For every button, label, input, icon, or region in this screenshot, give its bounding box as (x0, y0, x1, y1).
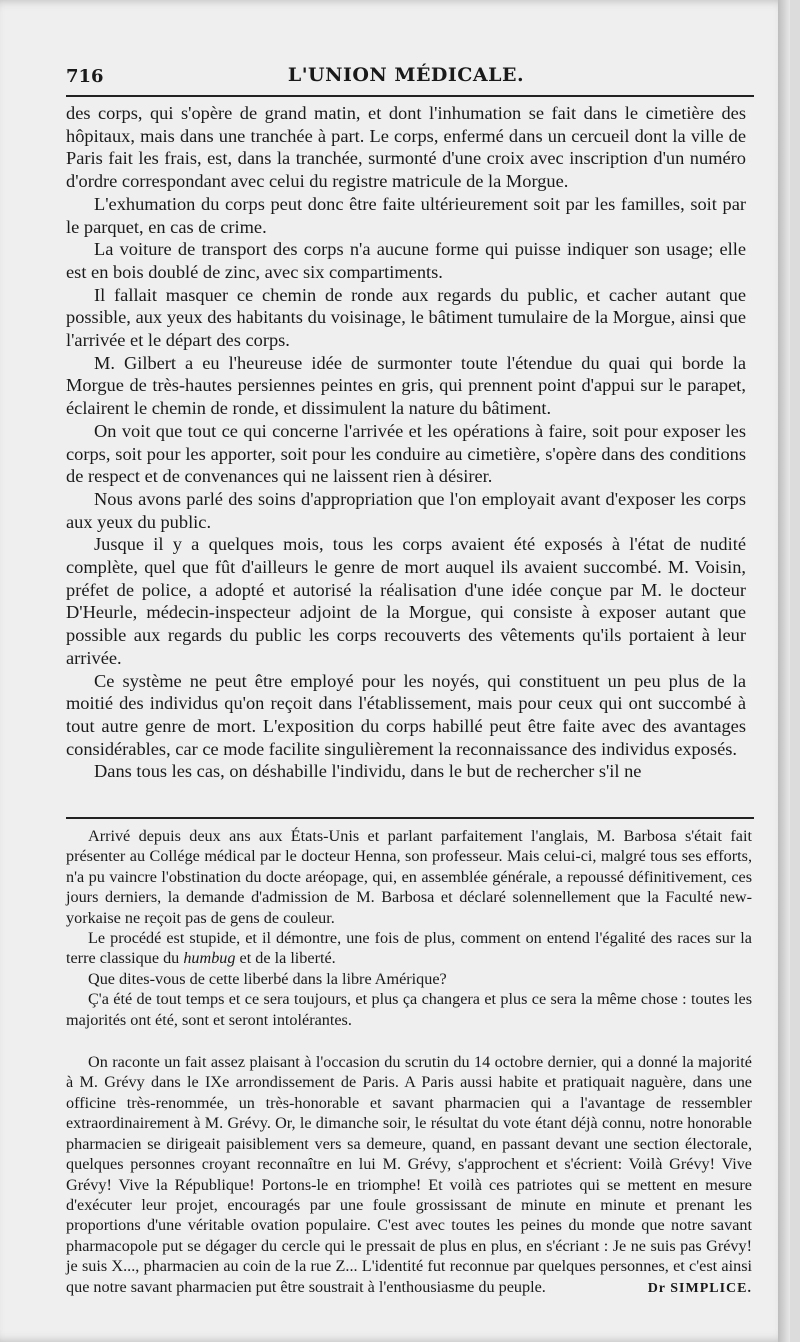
page-header (66, 58, 746, 98)
note-text: On raconte un fait assez plaisant à l'occasion du scrutin du 14 octobre dernier, qui a donné la majorité à M. Grévy dans le IXe arrondissement de Paris. A Paris aussi habite et pratiquait naguère, dans une officine très-renommée, un très-honorable et savant pharmacien qui a l'avantage de ressembler extraordinairement à M. Grévy. Or, le dimanche soir, le résultat du vote étant déjà connu, notre honorable pharmacien se dirigeait paisiblement vers sa demeure, quand, en passant devant une section électorale, quelques personnes croyant reconnaître en lui M. Grévy, s'approchent et s'écrient: Voilà Grévy! Vive Grévy! Vive la République! Portons-le en triomphe! Et voilà ces patriotes qui se mettent en mesure d'exécuter leur projet, encouragés par une foule grossissant de minute en minute et prenant les proportions d'une véritable ovation populaire. C'est avec toutes les peines du monde que notre savant pharmacopole put se dégager du cercle qui le pressait de plus en plus, en s'écriant : Je ne suis pas Grévy! je suis X..., pharmacien au coin de la rue Z... L'identité fut reconnue par quelques personnes, et c'est ainsi que notre savant pharmacien put être soustrait à l'enthousiasme du peuple. (66, 1053, 752, 1296)
note-paragraph (66, 928, 752, 969)
note-paragraph: Ç'a été de tout temps et ce sera toujours, et plus ça changera et plus ce sera la même chose : toutes les majorités ont été, sont et seront intolérantes. (66, 990, 752, 1029)
notes-section (66, 826, 752, 1306)
running-title: L'UNION MÉDICALE. (287, 64, 525, 86)
note-text: Le procédé est stupide, et il démontre, une fois de plus, comment on entend l'égalité des races sur la terre classique du (66, 929, 752, 968)
section-rule (66, 817, 754, 819)
paragraph: Il fallait masquer ce chemin de ronde aux regards du public, et cacher autant que possible, aux yeux des habitants du voisinage, le bâtiment tumulaire de la Morgue, ainsi que l'arrivée et le départ des corps. (66, 284, 746, 351)
paragraph: Nous avons parlé des soins d'appropriation que l'on employait avant d'exposer les corps aux yeux du public. (66, 488, 746, 532)
page-edge-shadow (778, 0, 790, 1342)
paragraph: Jusque il y a quelques mois, tous les corps avaient été exposés à l'état de nudité complète, quel que fût d'ailleurs le genre de mort auquel ils avaient succombé. M. Voisin, préfet de police, a adopté et autorisé la réalisation d'une idée conçue par M. le docteur D'Heurle, médecin-inspecteur adjoint de la Morgue, qui consiste à exposer autant que possible aux regards du public les corps recouverts des vêtements qu'ils portaient à leur arrivée. (66, 534, 746, 668)
paragraph: La voiture de transport des corps n'a aucune forme qui puisse indiquer son usage; elle est en bois doublé de zinc, avec six compartiments. (66, 239, 746, 282)
page-number: 716 (66, 66, 104, 87)
note-paragraph (66, 1052, 752, 1297)
note-gap (66, 1030, 752, 1052)
paragraph: M. Gilbert a eu l'heureuse idée de surmonter toute l'étendue du quai qui borde la Morgue de très-hautes persiennes peintes en gris, qui prennent point d'appui sur le parapet, éclairent le chemin de ronde, et dissimulent la nature du bâtiment. (66, 352, 746, 419)
note-italic: humbug (183, 949, 236, 968)
paragraph: On voit que tout ce qui concerne l'arrivée et les opérations à faire, soit pour exposer les corps, soit pour les apporter, soit pour les conduire au cimetière, s'opère dans des conditions de respect et de convenances qui ne laissent rien à désirer. (66, 420, 746, 487)
note-text: et de la liberté. (235, 949, 336, 968)
paragraph: L'exhumation du corps peut donc être faite ultérieurement soit par les familles, soit par le parquet, en cas de crime. (66, 193, 746, 237)
paragraph: Dans tous les cas, on déshabille l'individu, dans le but de rechercher s'il ne (94, 761, 642, 782)
signature: Dr SIMPLICE. (647, 1280, 752, 1296)
note-paragraph: Arrivé depuis deux ans aux États-Unis et parlant parfaitement l'anglais, M. Barbosa s'était fait présenter au Collége médical par le docteur Henna, son professeur. Mais celui-ci, malgré tous ses efforts, n'a pu vaincre l'obstination du docte aréopage, qui, en assemblée générale, a repoussé définitivement, ces jours derniers, la demande d'admission de M. Barbosa et déclaré solennellement que la Faculté new-yorkaise ne reçoit pas de gens de couleur. (66, 827, 752, 927)
paragraph: Ce système ne peut être employé pour les noyés, qui constituent un peu plus de la moitié des individus qu'on reçoit dans l'établissement, mais pour ceux qui ont succombé à tout autre genre de mort. L'exposition du corps habillé peut être faite avec des avantages considérables, car ce mode facilite singulièrement la reconnaissance des individus exposés. (66, 670, 746, 759)
main-text (66, 102, 746, 808)
header-rule (66, 95, 754, 97)
note-paragraph: Que dites-vous de cette liberbé dans la libre Amérique? (88, 969, 447, 988)
paragraph: des corps, qui s'opère de grand matin, et dont l'inhumation se fait dans le cimetière des hôpitaux, mais dans une tranchée à part. Le corps, enfermé dans un cercueil dont la ville de Paris fait les frais, est, dans la tranchée, surmonté d'une croix avec inscription d'un numéro d'ordre correspondant avec celui du registre matricule de la Morgue. (66, 103, 746, 192)
